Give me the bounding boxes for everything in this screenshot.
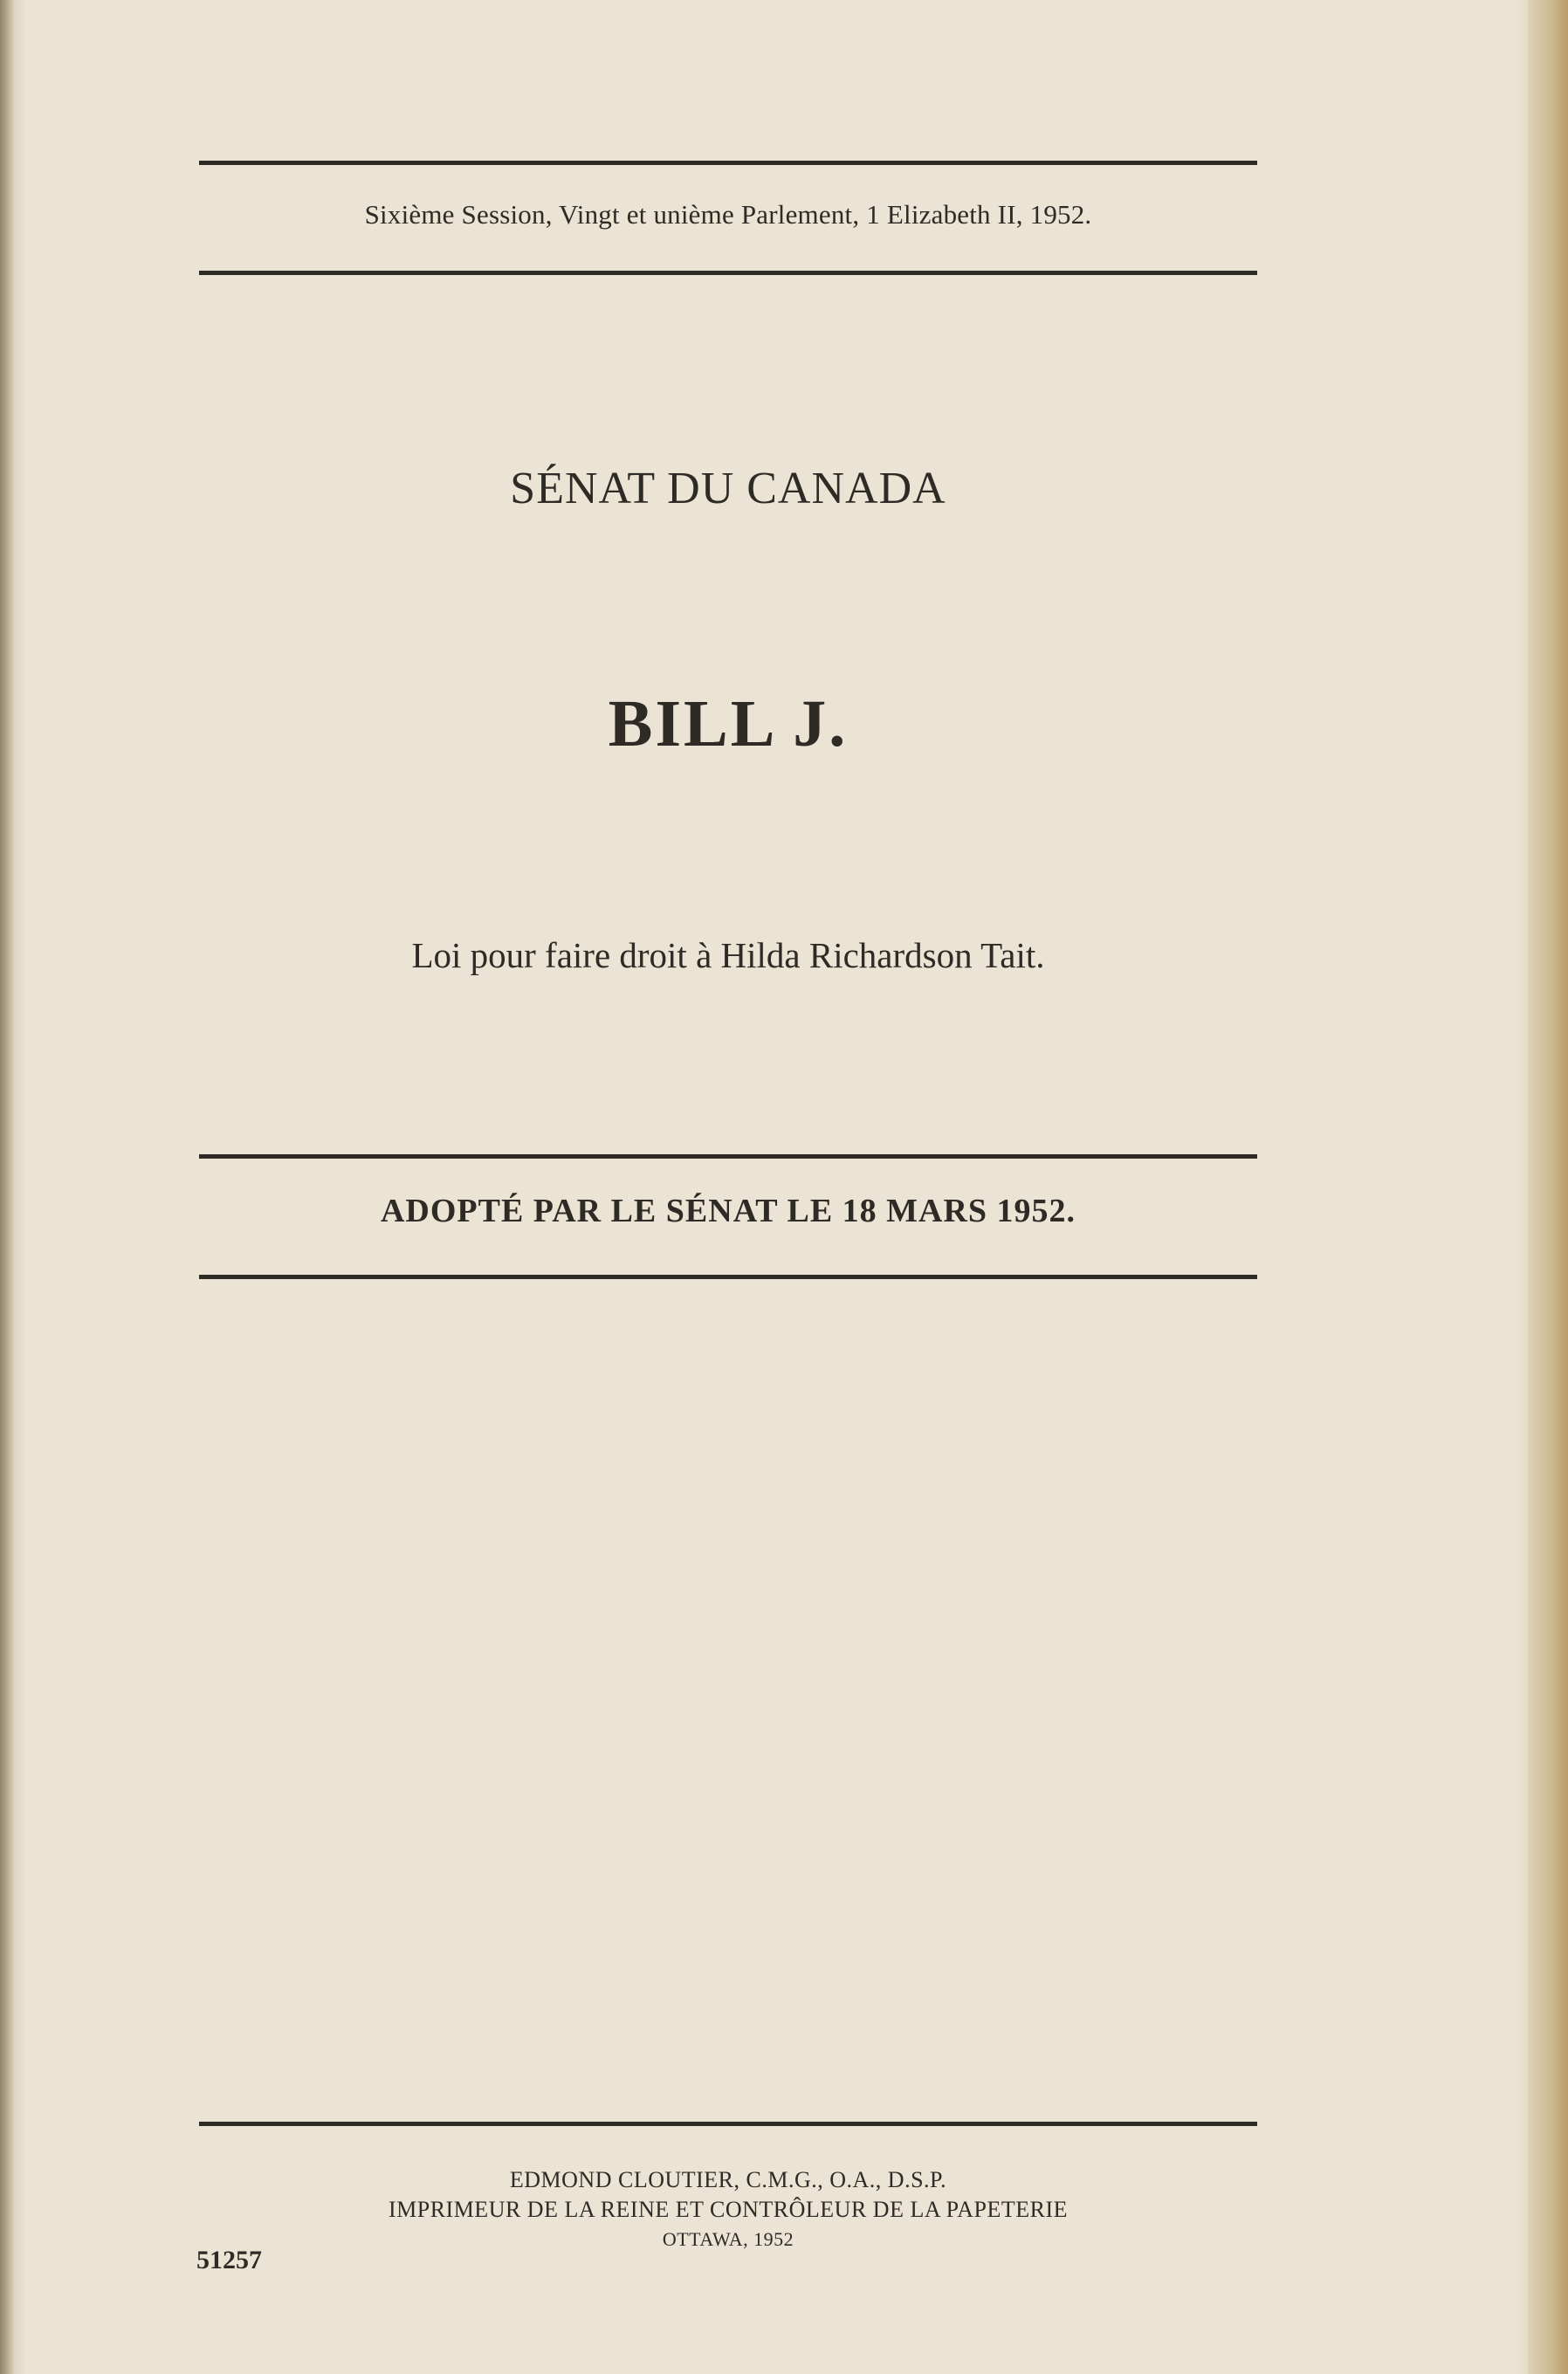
printer-name: EDMOND CLOUTIER, C.M.G., O.A., D.S.P. <box>509 2167 947 2192</box>
session-line: Sixième Session, Vingt et unième Parlement, 1 Elizabeth II, 1952. <box>364 199 1092 230</box>
chamber-title: SÉNAT DU CANADA <box>510 464 946 513</box>
adoption-statement: ADOPTÉ PAR LE SÉNAT LE 18 MARS 1952. <box>380 1193 1076 1229</box>
bill-title: BILL J. <box>608 687 849 760</box>
printer-place: OTTAWA, 1952 <box>662 2228 794 2250</box>
adoption-bottom-rule <box>199 1275 1257 1279</box>
printer-rule <box>199 2122 1257 2126</box>
session-rule <box>199 271 1257 275</box>
adoption-top-rule <box>199 1154 1257 1159</box>
document-code: 51257 <box>196 2246 262 2274</box>
page-right-edge <box>1528 0 1568 2374</box>
top-rule <box>199 161 1257 165</box>
bill-subject: Loi pour faire droit à Hilda Richardson Tait. <box>411 935 1045 975</box>
page-left-binding <box>0 0 16 2374</box>
printer-title: IMPRIMEUR DE LA REINE ET CONTRÔLEUR DE LA PAPETERIE <box>388 2197 1069 2222</box>
